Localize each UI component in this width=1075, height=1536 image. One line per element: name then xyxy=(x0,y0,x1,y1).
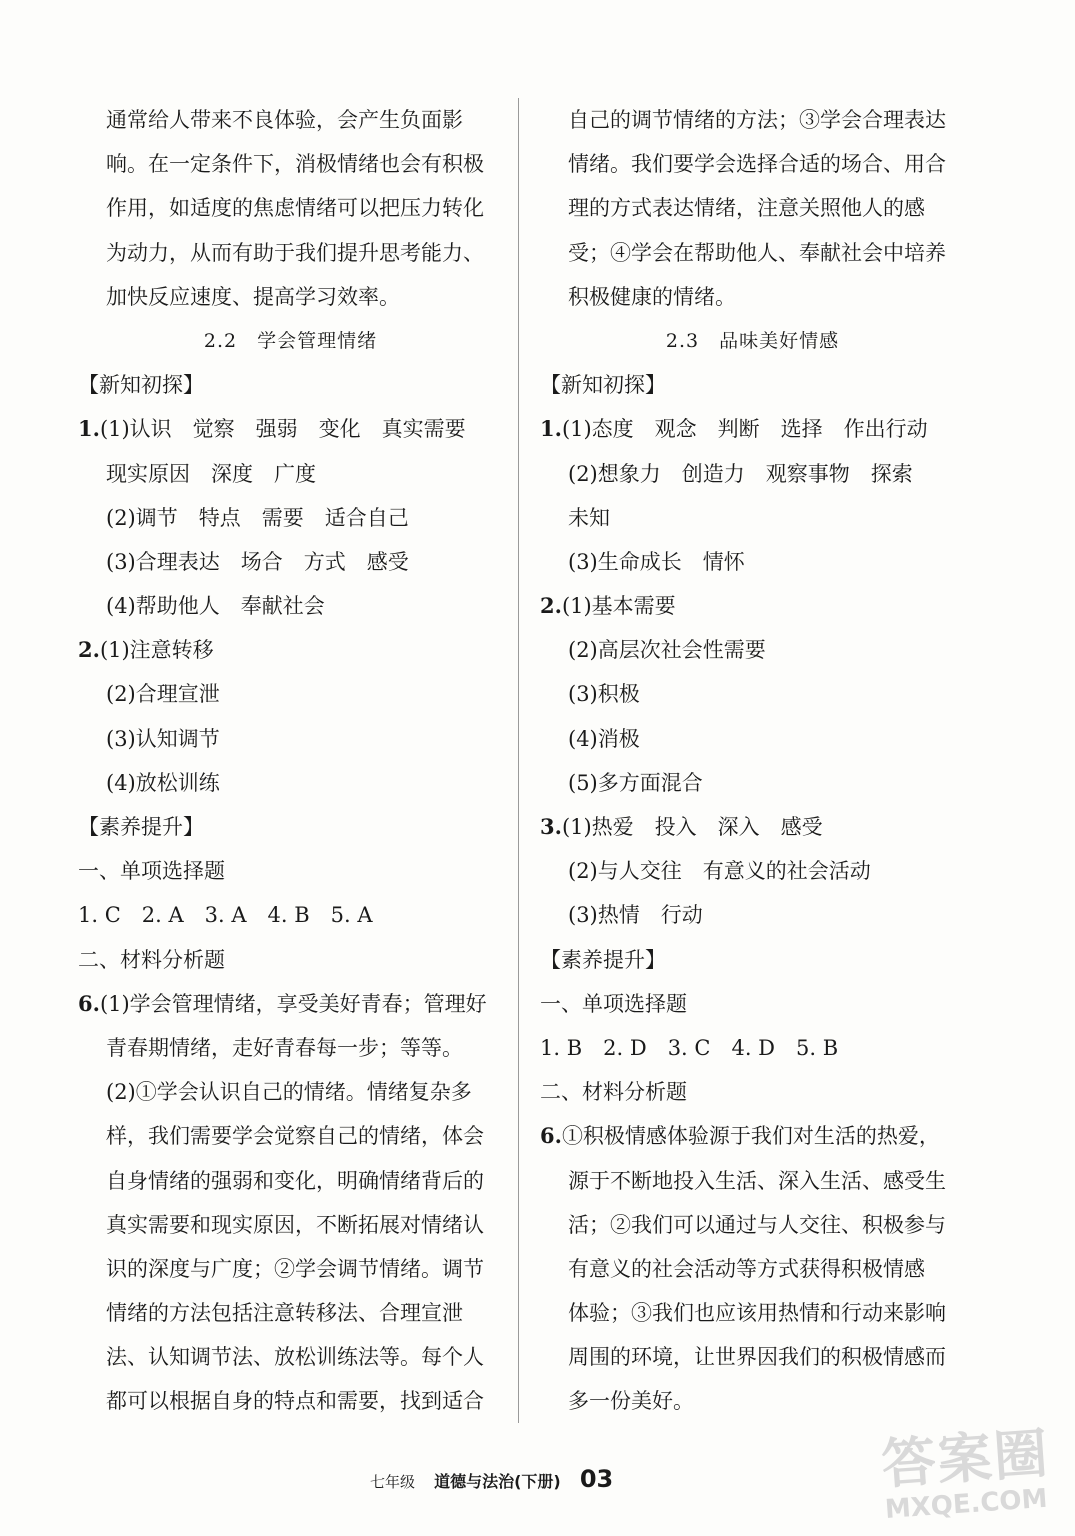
text-line xyxy=(78,761,503,805)
text-line xyxy=(540,1114,965,1158)
text-line xyxy=(540,407,965,451)
text-line xyxy=(78,1026,503,1070)
line-text: (1)热爱 投入 深入 感受 xyxy=(561,815,823,839)
text-line xyxy=(78,628,503,672)
text-line xyxy=(78,98,503,142)
text-line xyxy=(540,231,965,275)
line-text: (1)认识 觉察 强弱 变化 真实需要 xyxy=(99,417,466,442)
text-line xyxy=(78,672,503,716)
line-text: 自己的调节情绪的方法；③学会合理表达 xyxy=(568,108,946,132)
text-line xyxy=(540,1247,965,1291)
text-line xyxy=(78,938,503,982)
question-number: 6. xyxy=(540,1123,562,1149)
line-text: (3)生命成长 情怀 xyxy=(568,549,745,574)
line-text: 未知 xyxy=(568,505,610,530)
line-text: 情绪。我们要学会选择合适的场合、用合 xyxy=(568,152,946,177)
text-line xyxy=(78,496,503,540)
line-text: 理的方式表达情绪，注意关照他人的感 xyxy=(568,196,925,221)
watermark-text: 答案圈 xyxy=(879,1421,1052,1497)
text-line xyxy=(540,1203,965,1247)
line-text: 2.3 品味美好情感 xyxy=(665,329,840,352)
text-line xyxy=(78,584,503,628)
text-line xyxy=(540,584,965,628)
text-line xyxy=(540,142,965,186)
line-text: 周围的环境，让世界因我们的积极情感而 xyxy=(568,1345,946,1370)
line-text: (3)热情 行动 xyxy=(568,903,703,928)
line-text: 样，我们需要学会觉察自己的情绪，体会 xyxy=(106,1124,484,1149)
question-number: 1. xyxy=(78,416,100,442)
watermark-url: MXQE.COM xyxy=(883,1483,1049,1526)
text-line xyxy=(540,275,965,319)
text-line xyxy=(540,452,965,496)
text-line xyxy=(540,672,965,716)
question-number: 2. xyxy=(540,593,562,619)
line-text: 真实需要和现实原因，不断拓展对情绪认 xyxy=(106,1212,484,1237)
line-text: (3)合理表达 场合 方式 感受 xyxy=(106,549,409,574)
line-text: 【新知初探】 xyxy=(540,373,666,398)
line-text: 为动力，从而有助于我们提升思考能力、 xyxy=(106,240,484,265)
text-line xyxy=(78,452,503,496)
text-line xyxy=(540,1379,965,1423)
line-text: (3)认知调节 xyxy=(106,726,220,751)
page-number: 03 xyxy=(579,1465,614,1493)
text-line xyxy=(78,1291,503,1335)
text-line xyxy=(540,849,965,893)
line-text: 现实原因 深度 广度 xyxy=(106,461,316,486)
footer-grade: 七年级 xyxy=(370,1473,416,1491)
text-line xyxy=(540,938,965,982)
line-text: 活；②我们可以通过与人交往、积极参与 xyxy=(568,1212,946,1237)
text-line xyxy=(78,805,503,849)
section-heading xyxy=(540,319,965,363)
line-text: (3)积极 xyxy=(568,682,640,707)
line-text: 多一份美好。 xyxy=(568,1389,694,1414)
section-heading xyxy=(78,319,503,363)
line-text: (2)高层次社会性需要 xyxy=(568,638,766,663)
line-text: 有意义的社会活动等方式获得积极情感 xyxy=(568,1256,925,1281)
text-line xyxy=(78,1335,503,1379)
text-line xyxy=(78,1114,503,1158)
line-text: 积极健康的情绪。 xyxy=(568,284,736,309)
text-line xyxy=(540,1159,965,1203)
text-line xyxy=(540,1070,965,1114)
text-line xyxy=(78,893,503,937)
line-text: 识的深度与广度；②学会调节情绪。调节 xyxy=(106,1256,484,1281)
line-text: 自身情绪的强弱和变化，明确情绪背后的 xyxy=(106,1168,484,1193)
line-text: 1. B 2. D 3. C 4. D 5. B xyxy=(540,1035,839,1060)
line-text: 作用，如适度的焦虑情绪可以把压力转化 xyxy=(106,196,484,221)
text-line xyxy=(78,1203,503,1247)
text-line xyxy=(540,1026,965,1070)
text-line xyxy=(540,805,965,849)
text-line xyxy=(78,1070,503,1114)
text-line xyxy=(540,1291,965,1335)
line-text: 【素养提升】 xyxy=(78,815,204,839)
text-line xyxy=(78,363,503,407)
text-line xyxy=(78,1159,503,1203)
line-text: 2.2 学会管理情绪 xyxy=(203,329,378,352)
line-text: (2)合理宣泄 xyxy=(106,682,220,707)
line-text: (2)想象力 创造力 观察事物 探索 xyxy=(568,461,913,486)
text-line xyxy=(78,1247,503,1291)
line-text: (1)学会管理情绪，享受美好青春；管理好 xyxy=(99,991,487,1016)
line-text: 通常给人带来不良体验，会产生负面影 xyxy=(106,108,463,132)
line-text: (4)放松训练 xyxy=(106,770,220,795)
line-text: (2)与人交往 有意义的社会活动 xyxy=(568,859,871,884)
page-footer xyxy=(370,1459,613,1499)
line-text: 加快反应速度、提高学习效率。 xyxy=(106,284,400,309)
line-text: 都可以根据自身的特点和需要，找到适合 xyxy=(106,1389,484,1414)
text-line xyxy=(78,1379,503,1423)
line-text: 受；④学会在帮助他人、奉献社会中培养 xyxy=(568,240,946,265)
line-text: ①积极情感体验源于我们对生活的热爱， xyxy=(561,1124,940,1149)
text-line xyxy=(78,407,503,451)
question-number: 6. xyxy=(78,990,100,1016)
column-divider xyxy=(518,98,519,1423)
line-text: 【素养提升】 xyxy=(540,947,666,972)
text-line xyxy=(540,982,965,1026)
line-text: 情绪的方法包括注意转移法、合理宣泄 xyxy=(106,1301,463,1326)
text-line xyxy=(540,717,965,761)
left-column xyxy=(78,98,503,1424)
text-line xyxy=(540,1335,965,1379)
line-text: (1)注意转移 xyxy=(99,638,214,663)
line-text: (4)消极 xyxy=(568,726,640,751)
line-text: 一、单项选择题 xyxy=(540,991,687,1016)
line-text: (5)多方面混合 xyxy=(568,770,703,795)
text-line xyxy=(540,893,965,937)
line-text: 二、材料分析题 xyxy=(78,947,225,972)
line-text: (4)帮助他人 奉献社会 xyxy=(106,594,325,619)
watermark-logo xyxy=(879,1421,1062,1532)
text-line xyxy=(540,540,965,584)
footer-subject: 道德与法治(下册) xyxy=(434,1472,561,1491)
text-line xyxy=(78,142,503,186)
line-text: 1. C 2. A 3. A 4. B 5. A xyxy=(78,903,373,928)
text-line xyxy=(540,761,965,805)
line-text: (1)基本需要 xyxy=(561,594,676,619)
line-text: 源于不断地投入生活、深入生活、感受生 xyxy=(568,1168,946,1193)
line-text: (2)①学会认识自己的情绪。情绪复杂多 xyxy=(106,1080,472,1105)
text-line xyxy=(78,275,503,319)
line-text: 青春期情绪，走好青春每一步；等等。 xyxy=(106,1035,463,1060)
line-text: (2)调节 特点 需要 适合自己 xyxy=(106,505,409,530)
text-line xyxy=(78,982,503,1026)
text-line xyxy=(540,98,965,142)
text-line xyxy=(78,717,503,761)
question-number: 2. xyxy=(78,637,100,663)
right-column xyxy=(540,98,965,1424)
text-line xyxy=(78,849,503,893)
text-line xyxy=(78,186,503,230)
text-line xyxy=(78,231,503,275)
text-line xyxy=(78,540,503,584)
line-text: 一、单项选择题 xyxy=(78,859,225,884)
line-text: 【新知初探】 xyxy=(78,373,204,398)
line-text: 二、材料分析题 xyxy=(540,1080,687,1105)
question-number: 3. xyxy=(540,814,562,839)
line-text: (1)态度 观念 判断 选择 作出行动 xyxy=(561,417,928,442)
line-text: 法、认知调节法、放松训练法等。每个人 xyxy=(106,1345,484,1370)
text-line xyxy=(540,496,965,540)
line-text: 体验；③我们也应该用热情和行动来影响 xyxy=(568,1301,946,1326)
text-line xyxy=(540,363,965,407)
line-text: 响。在一定条件下，消极情绪也会有积极 xyxy=(106,152,484,177)
question-number: 1. xyxy=(540,416,562,442)
text-line xyxy=(540,628,965,672)
text-line xyxy=(540,186,965,230)
